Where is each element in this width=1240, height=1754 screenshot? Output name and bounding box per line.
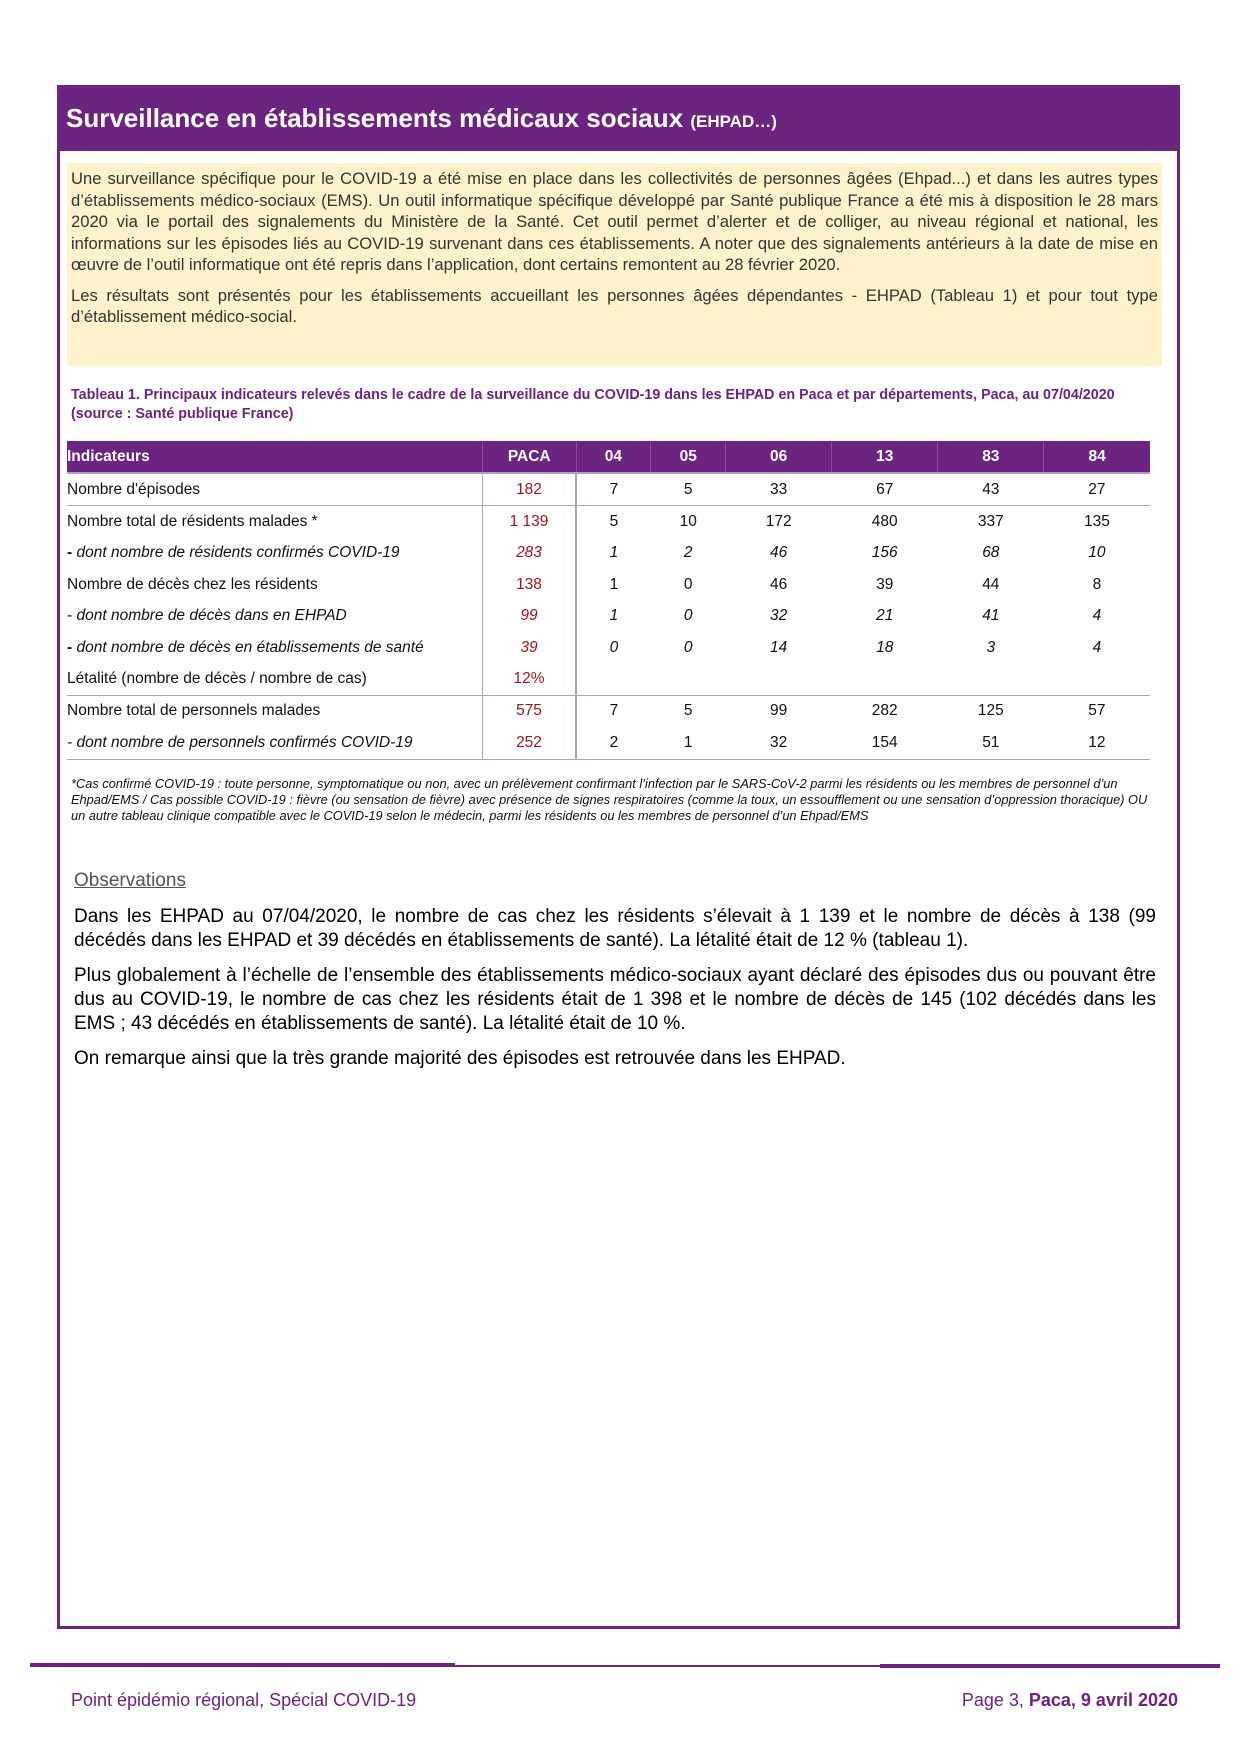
cell-13: 156 xyxy=(871,544,898,562)
column-header-indicateurs: Indicateurs xyxy=(67,441,483,473)
table-row xyxy=(67,727,1150,759)
cell-paca: 138 xyxy=(483,569,577,600)
table-row xyxy=(67,663,1150,695)
row-label: Nombre d'épisodes xyxy=(67,473,483,506)
cell-04: 7 xyxy=(609,702,619,720)
table-row xyxy=(67,695,1150,727)
footer-date: Paca, 9 avril 2020 xyxy=(1028,1690,1178,1710)
table-row xyxy=(67,569,1150,600)
cell-paca: 283 xyxy=(483,538,577,569)
cell-paca: 99 xyxy=(483,601,577,632)
cell-05: 0 xyxy=(683,607,693,625)
table-row xyxy=(67,506,1150,538)
cell-83: 68 xyxy=(982,544,1000,562)
cell-13: 18 xyxy=(876,638,894,656)
section-title-sub: (EHPAD…) xyxy=(690,112,777,131)
column-header-paca: PACA xyxy=(483,441,577,473)
cell-83: 3 xyxy=(986,638,996,656)
cell-84: 57 xyxy=(1088,702,1106,720)
row-label xyxy=(67,601,483,632)
cell-06: 46 xyxy=(770,575,788,593)
section-title-main: Surveillance en établissements médicaux sociaux xyxy=(66,103,684,133)
cell-84: 12 xyxy=(1044,727,1150,759)
column-header-84: 84 xyxy=(1044,441,1150,473)
cell-84: 4 xyxy=(1092,607,1102,625)
cell-83: 43 xyxy=(938,473,1044,506)
row-label-text: dont nombre de personnels confirmés COVID-19 xyxy=(72,733,413,751)
row-label: Nombre total de personnels malades xyxy=(67,702,321,720)
cell-paca: 39 xyxy=(483,632,577,663)
row-label-text: dont nombre de décès dans en EHPAD xyxy=(72,607,347,625)
cell-06: 172 xyxy=(765,513,792,531)
cell-05: 0 xyxy=(683,575,693,593)
row-label xyxy=(67,727,483,759)
cell-13 xyxy=(832,663,938,695)
row-dash: - xyxy=(67,607,73,625)
column-header-04: 04 xyxy=(576,441,651,473)
cell-04: 7 xyxy=(576,473,651,506)
cell-06: 99 xyxy=(770,702,788,720)
cell-84: 135 xyxy=(1083,513,1110,531)
cell-05: 5 xyxy=(651,473,726,506)
row-label: Nombre de décès chez les résidents xyxy=(67,575,318,593)
cell-06: 32 xyxy=(726,727,832,759)
cell-83: 337 xyxy=(977,513,1004,531)
cell-84: 10 xyxy=(1088,544,1106,562)
footer-page-info xyxy=(962,1690,1178,1711)
cell-83 xyxy=(938,663,1044,695)
cell-05: 2 xyxy=(683,544,693,562)
table-row xyxy=(67,473,1150,506)
footer-divider xyxy=(880,1664,1220,1668)
cell-04: 1 xyxy=(609,575,619,593)
cell-05: 10 xyxy=(679,513,697,531)
cell-04 xyxy=(576,663,651,695)
row-dash: - xyxy=(67,544,73,562)
cell-13: 21 xyxy=(876,607,894,625)
footer-divider xyxy=(30,1663,455,1667)
cell-04: 1 xyxy=(609,607,619,625)
cell-13: 154 xyxy=(832,727,938,759)
cell-06: 32 xyxy=(770,607,788,625)
cell-13: 39 xyxy=(876,575,894,593)
cell-06: 14 xyxy=(770,638,788,656)
intro-paragraph: Les résultats sont présentés pour les établissements accueillant les personnes âgées dépendantes - EHPAD (Tableau 1) et pour tout type d’établissement médico-social. xyxy=(71,285,1158,326)
cell-84 xyxy=(1044,663,1150,695)
cell-paca: 1 139 xyxy=(483,506,577,538)
cell-13: 67 xyxy=(832,473,938,506)
cell-paca: 252 xyxy=(483,727,577,759)
cell-06: 33 xyxy=(726,473,832,506)
cell-05 xyxy=(651,663,726,695)
cell-04: 0 xyxy=(609,638,619,656)
row-label: Nombre total de résidents malades * xyxy=(67,513,318,531)
column-header-13: 13 xyxy=(832,441,938,473)
row-label-text: dont nombre de décès en établissements de santé xyxy=(72,638,424,656)
row-label xyxy=(67,632,483,663)
table-row xyxy=(67,601,1150,632)
table-caption: Tableau 1. Principaux indicateurs relevés dans le cadre de la surveillance du COVID-19 dans les EHPAD en Paca et par départements, Paca, au 07/04/2020 (source : Santé publique France) xyxy=(71,387,1115,422)
cell-83: 44 xyxy=(982,575,1000,593)
cell-paca: 182 xyxy=(483,473,577,506)
cell-paca: 12% xyxy=(483,663,577,695)
intro-box xyxy=(67,163,1162,366)
cell-04: 2 xyxy=(576,727,651,759)
cell-06 xyxy=(726,663,832,695)
table-row xyxy=(67,632,1150,663)
footer-page-number: Page 3, xyxy=(961,1690,1029,1710)
row-label-text: dont nombre de résidents confirmés COVID-19 xyxy=(72,544,400,562)
cell-paca: 575 xyxy=(483,695,577,727)
cell-83: 51 xyxy=(938,727,1044,759)
cell-04: 1 xyxy=(609,544,619,562)
table-row xyxy=(67,538,1150,569)
row-dash: - xyxy=(67,638,73,656)
footer-divider xyxy=(455,1665,880,1667)
observations-body xyxy=(74,905,1156,1082)
column-header-83: 83 xyxy=(938,441,1044,473)
indicators-table xyxy=(67,441,1150,760)
table-header-row xyxy=(67,441,1150,473)
row-dash: - xyxy=(67,733,73,751)
observation-paragraph: Plus globalement à l’échelle de l’ensemble des établissements médico-sociaux ayant déclaré des épisodes dus ou pouvant être dus au COVID-19, le nombre de cas chez les résidents était de 1 398 et le nombre de décès de 145 (102 décédés dans les EMS ; 43 décédés en établissements de santé). La létalité était de 10 %. xyxy=(74,965,1156,1034)
observation-paragraph: On remarque ainsi que la très grande majorité des épisodes est retrouvée dans les EHPAD. xyxy=(74,1048,846,1069)
cell-04: 5 xyxy=(609,513,619,531)
observations-heading: Observations xyxy=(74,870,186,891)
column-header-05: 05 xyxy=(651,441,726,473)
cell-84: 27 xyxy=(1044,473,1150,506)
observation-paragraph: Dans les EHPAD au 07/04/2020, le nombre de cas chez les résidents s’élevait à 1 139 et le nombre de décès à 138 (99 décédés dans les EHPAD et 39 décédés en établissements de santé). La létalité était de 12 % (tableau 1). xyxy=(74,906,1156,951)
row-label xyxy=(67,538,483,569)
cell-83: 41 xyxy=(982,607,1000,625)
row-label: Létalité (nombre de décès / nombre de cas) xyxy=(67,663,483,695)
cell-05: 1 xyxy=(651,727,726,759)
intro-paragraph: Une surveillance spécifique pour le COVID-19 a été mise en place dans les collectivités de personnes âgées (Ehpad...) et dans les autres types d’établissements médico-sociaux (EMS). Un outil informatique spécifique développé par Santé publique France a été mis à disposition le 28 mars 2020 via le portail des signalements du Ministère de la Santé. Cet outil permet d’alerter et de colliger, au niveau régional et national, les informations sur les épisodes liés au COVID-19 survenant dans ces établissements. A noter que des signalements antérieurs à la date de mise en œuvre de l’outil informatique ont été repris dans l’application, dont certains remontent au 28 février 2020. xyxy=(71,169,1158,274)
column-header-06: 06 xyxy=(726,441,832,473)
cell-06: 46 xyxy=(770,544,788,562)
cell-83: 125 xyxy=(977,702,1004,720)
cell-84: 8 xyxy=(1092,575,1102,593)
footer-publication: Point épidémio régional, Spécial COVID-19 xyxy=(71,1690,417,1710)
cell-05: 0 xyxy=(683,638,693,656)
cell-05: 5 xyxy=(683,702,693,720)
cell-13: 480 xyxy=(871,513,898,531)
cell-84: 4 xyxy=(1092,638,1102,656)
cell-13: 282 xyxy=(871,702,898,720)
table-footnote: *Cas confirmé COVID-19 : toute personne, symptomatique ou non, avec un prélèvement confirmant l’infection par le SARS-CoV-2 parmi les résidents ou les membres de personnel d’un Ehpad/EMS / Cas possible COVID-19 : fièvre (ou sensation de fièvre) avec présence de signes respiratoires (comme la toux, un essoufflement ou une sensation d’oppression thoracique) OU un autre tableau clinique compatible avec le COVID-19 selon le médecin, parmi les résidents ou les membres de personnel d’un Ehpad/EMS xyxy=(71,776,1148,823)
